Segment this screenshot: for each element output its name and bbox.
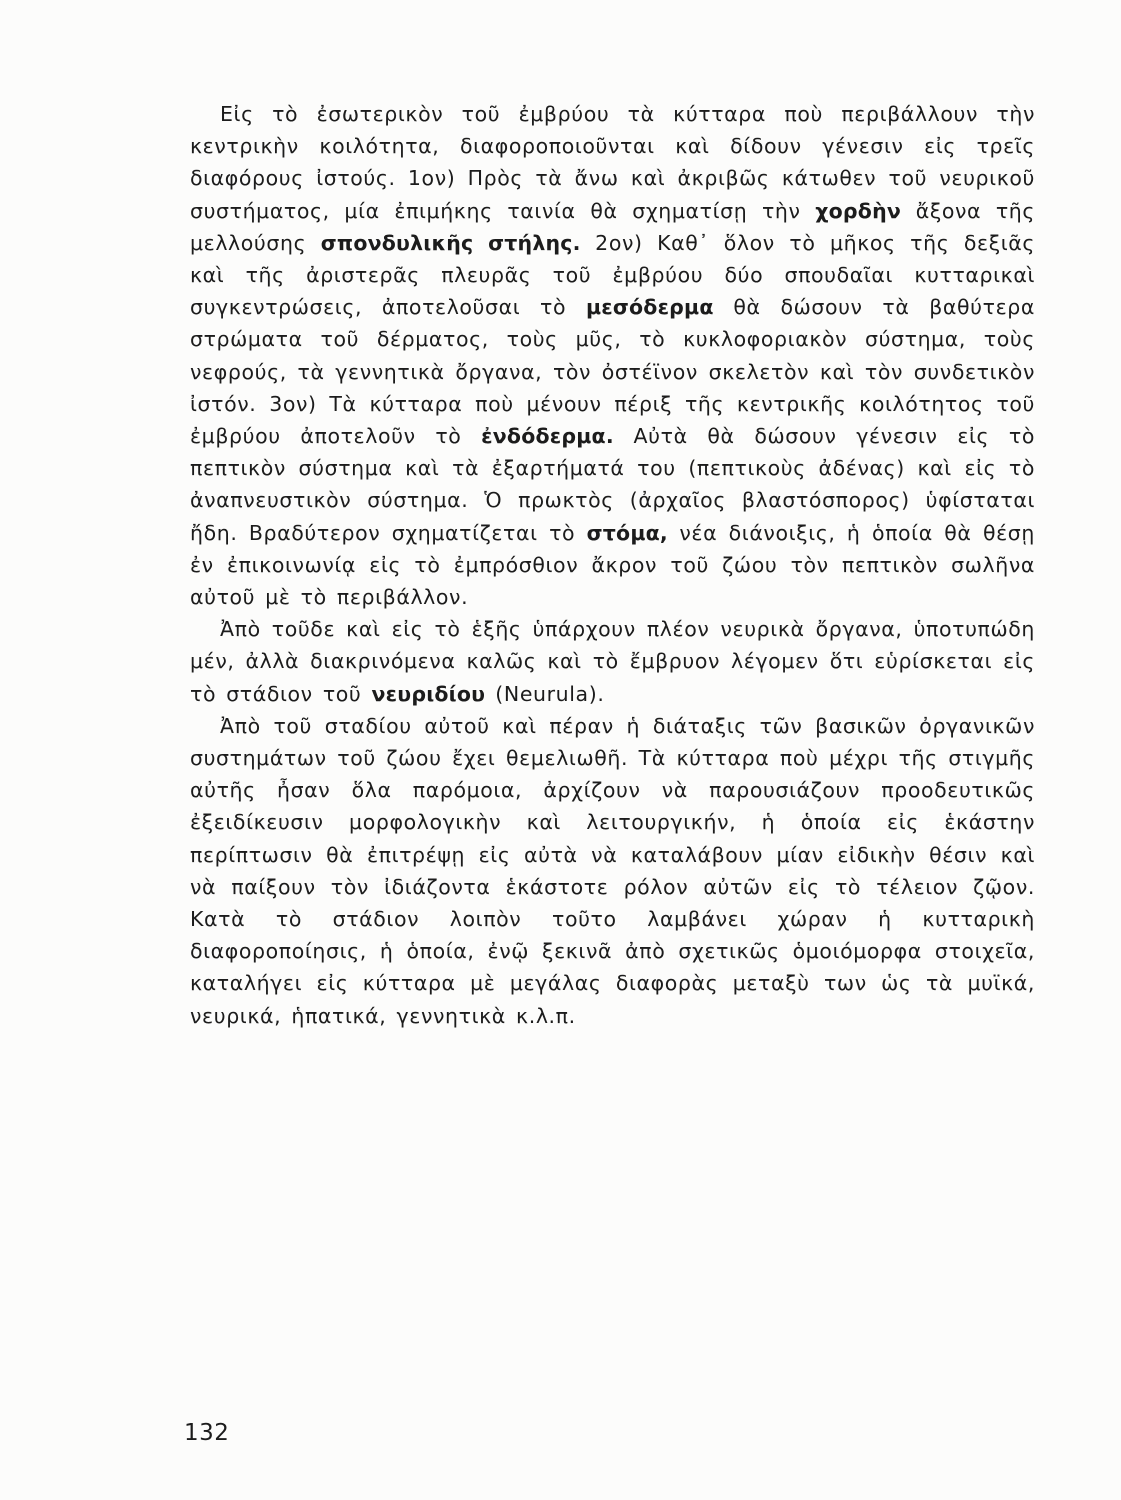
- text-run: ἄξονα τῆς μελλούσης: [190, 198, 1035, 255]
- bold-term: νευριδίου: [371, 681, 486, 706]
- paragraph-1: [190, 98, 1035, 613]
- text-run: Αὐτὰ θὰ δώσουν γένεσιν εἰς τὸ πεπτικὸν σύστημα καὶ τὰ ἐξαρτήματά του (πεπτικοὺς ἀδένας) καὶ εἰς τὸ ἀναπνευστικὸν σύστημα. Ὁ πρωκτὸς (ἀρχαῖος βλαστόσπορος) ὑφίσταται ἤδη. Βραδύτερον σχηματίζεται τὸ: [190, 424, 1035, 545]
- text-run: Εἰς τὸ ἐσωτερικὸν τοῦ ἐμβρύου τὰ κύτταρα ποὺ περιβάλλουν τὴν κεντρικὴν κοιλότητα, διαφοροποιοῦνται καὶ δίδουν γένεσιν εἰς τρεῖς διαφόρους ἰστούς. 1ον) Πρὸς τὰ ἄνω καὶ ἀκριβῶς κάτωθεν τοῦ νευρικοῦ συστήματος, μία ἐπιμήκης ταινία θὰ σχηματίσῃ τὴν: [190, 102, 1035, 223]
- page-number: 132: [184, 1420, 230, 1446]
- bold-term: στόμα,: [586, 520, 668, 545]
- bold-term: ἐνδόδερμα.: [481, 424, 614, 449]
- bold-term: χορδὴν: [815, 198, 902, 223]
- text-run: θὰ δώσουν τὰ βαθύτερα στρώματα τοῦ δέρματος, τοὺς μῦς, τὸ κυκλοφοριακὸν σύστημα, τοὺς νεφρούς, τὰ γεννητικὰ ὄργανα, τὸν ὀστέϊνον σκελετὸν καὶ τὸν συνδετικὸν ἰστόν. 3ον) Τὰ κύτταρα ποὺ μένουν πέριξ τῆς κεντρικῆς κοιλότητος τοῦ ἐμβρύου ἀποτελοῦν τὸ: [190, 295, 1035, 449]
- bold-term: μεσόδερμα: [585, 295, 714, 320]
- text-run: 2ον) Καθ᾽ ὅλον τὸ μῆκος τῆς δεξιᾶς καὶ τῆς ἀριστερᾶς πλευρᾶς τοῦ ἐμβρύου δύο σπουδαῖαι κυτταρικαὶ συγκεντρώσεις, ἀποτελοῦσαι τὸ: [190, 230, 1036, 320]
- text-run: Ἀπὸ τοῦ σταδίου αὐτοῦ καὶ πέραν ἡ διάταξις τῶν βασικῶν ὀργανικῶν συστημάτων τοῦ ζώου ἔχει θεμελιωθῆ. Τὰ κύτταρα ποὺ μέχρι τῆς στιγμῆς αὐτῆς ἦσαν ὅλα παρόμοια, ἀρχίζουν νὰ παρουσιάζουν προοδευτικῶς ἐξειδίκευσιν μορφολογικὴν καὶ λειτουργικήν, ἡ ὁποία εἰς ἑκάστην περίπτωσιν θὰ ἐπιτρέψῃ εἰς αὐτὰ νὰ καταλάβουν μίαν εἰδικὴν θέσιν καὶ νὰ παίξουν τὸν ἰδιάζοντα ἑκάστοτε ρόλον αὐτῶν εἰς τὸ τέλειον ζῷον. Κατὰ τὸ στάδιον λοιπὸν τοῦτο λαμβάνει χώραν ἡ κυτταρικὴ διαφοροποίησις, ἡ ὁποία, ἐνῷ ξεκινᾶ ἀπὸ σχετικῶς ὁμοιόμορφα στοιχεῖα, καταλήγει εἰς κύτταρα μὲ μεγάλας διαφορὰς μεταξὺ των ὡς τὰ μυϊκά, νευρικά, ἡπατικά, γεννητικὰ κ.λ.π.: [190, 713, 1035, 1028]
- bold-term: σπονδυλικῆς στήλης.: [320, 230, 581, 255]
- paragraph-3: [190, 710, 1035, 1032]
- text-run: Ἀπὸ τοῦδε καὶ εἰς τὸ ἑξῆς ὑπάρχουν πλέον νευρικὰ ὄργανα, ὑποτυπώδη μέν, ἀλλὰ διακρινόμενα καλῶς καὶ τὸ ἔμβρυον λέγομεν ὅτι εὑρίσκεται εἰς τὸ στάδιον τοῦ: [190, 617, 1035, 706]
- text-run: (Neurula).: [485, 681, 605, 706]
- paragraph-2: [190, 613, 1035, 710]
- body-text: [190, 98, 1035, 1032]
- text-run: νέα διάνοιξις, ἡ ὁποία θὰ θέσῃ ἐν ἐπικοινωνίᾳ εἰς τὸ ἐμπρόσθιον ἄκρον τοῦ ζώου τὸν πεπτικὸν σωλῆνα αὐτοῦ μὲ τὸ περιβάλλον.: [190, 520, 1035, 610]
